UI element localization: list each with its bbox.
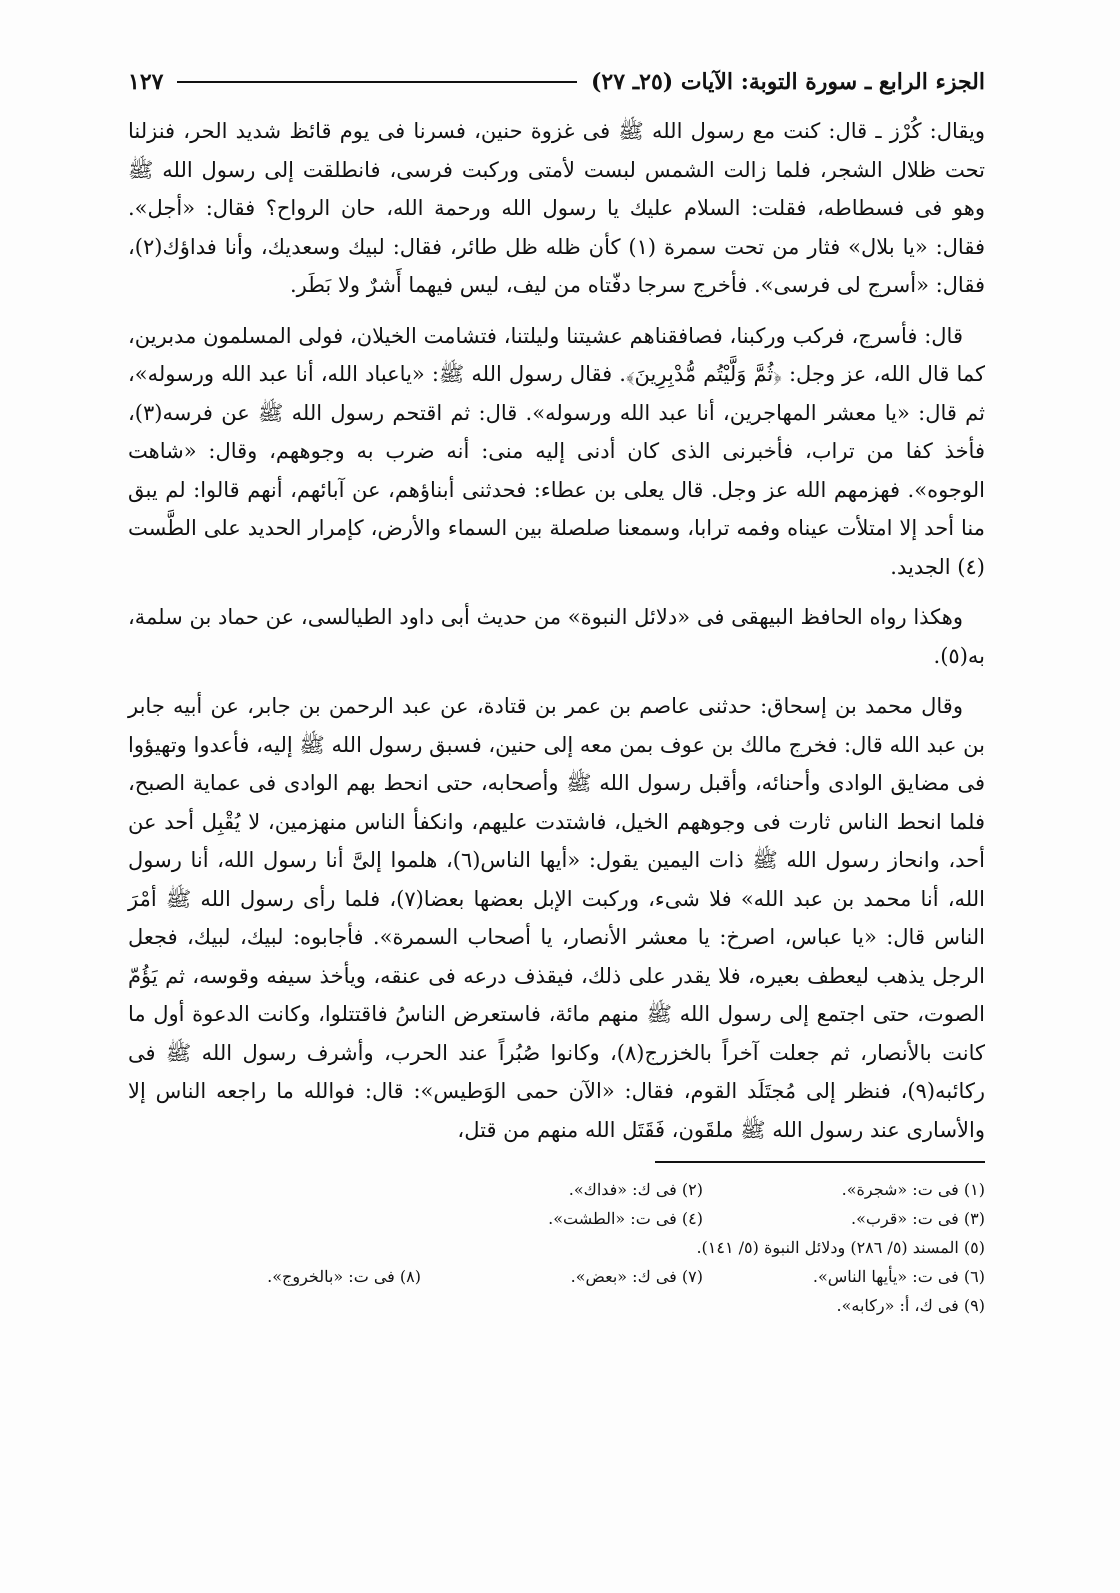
main-text — [128, 112, 985, 1149]
footnote-7: (٧) فى ك: «بعض». — [570, 1267, 703, 1286]
paragraph-4: وقال محمد بن إسحاق: حدثنى عاصم بن عمر بن قتادة، عن عبد الرحمن بن جابر، عن أبيه جابر بن عبد الله قال: فخرج مالك بن عوف بمن معه إلى حنين، فسبق رسول الله ﷺ إليه، فأعدوا وتهيؤوا فى مضايق الوادى وأحنائه، وأقبل رسول الله ﷺ وأصحابه، حتى انحط بهم الوادى فى عماية الصبح، فلما انحط الناس ثارت فى وجوههم الخيل، فاشتدت عليهم، وانكفأ الناس منهزمين، لا يُقْبِل أحد عن أحد، وانحاز رسول الله ﷺ ذات اليمين يقول: «أيها الناس(٦)، هلموا إلىَّ أنا رسول الله، أنا رسول الله، أنا محمد بن عبد الله» فلا شىء، وركبت الإبل بعضها بعضا(٧)، فلما رأى رسول الله ﷺ أمْرَ الناس قال: «يا عباس، اصرخ: يا معشر الأنصار، يا أصحاب السمرة». فأجابوه: لبيك، لبيك، فجعل الرجل يذهب ليعطف بعيره، فلا يقدر على ذلك، فيقذف درعه فى عنقه، ويأخذ سيفه وقوسه، ثم يَؤُمّ الصوت، حتى اجتمع إلى رسول الله ﷺ منهم مائة، فاستعرض الناسُ فاقتتلوا، وكانت الدعوة أول ما كانت بالأنصار، ثم جعلت آخراً بالخزرج(٨)، وكانوا صُبُراً عند الحرب، وأشرف رسول الله ﷺ فى ركائبه(٩)، فنظر إلى مُجتَلَد القوم، فقال: «الآن حمى الوَطيس»: قال: فوالله ما راجعه الناس إلا والأسارى عند رسول الله ﷺ ملقَون، فَقَتَل الله منهم من قتل، — [128, 694, 986, 1142]
footnotes — [128, 1175, 985, 1320]
paragraph-1: ويقال: كُرْز ـ قال: كنت مع رسول الله ﷺ فى غزوة حنين، فسرنا فى يوم قائظ شديد الحر، فنزلنا تحت ظلال الشجر، فلما زالت الشمس لبست لأمتى وركبت فرسى، فانطلقت إلى رسول الله ﷺ وهو فى فسطاطه، فقلت: السلام عليك يا رسول الله ورحمة الله، حان الرواح؟ فقال: «أجل». فقال: «يا بلال» فثار من تحت سمرة (١) كأن ظله ظل طائر، فقال: لبيك وسعديك، وأنا فداؤك(٢)، فقال: «أسرج لى فرسى». فأخرج سرجا دفّتاه من ليف، ليس فيهما أَشرٌ ولا بَطَر. — [128, 119, 985, 297]
footnote-row — [128, 1204, 985, 1233]
footnote-rule — [655, 1161, 985, 1163]
footnote-row — [128, 1291, 985, 1320]
footnote-2: (٢) فى ك: «فداك». — [568, 1180, 703, 1199]
header-rule — [177, 81, 577, 83]
footnote-4: (٤) فى ت: «الطشت». — [548, 1209, 703, 1228]
paragraph-3: وهكذا رواه الحافظ البيهقى فى «دلائل النبوة» من حديث أبى داود الطيالسى، عن حماد بن سلمة، به(٥). — [128, 605, 985, 668]
footnote-6: (٦) فى ت: «يأيها الناس». — [812, 1267, 985, 1286]
footnote-8: (٨) فى ت: «بالخروج». — [267, 1267, 421, 1286]
running-header — [128, 62, 985, 102]
page-number: ١٢٧ — [128, 69, 164, 95]
header-title: الجزء الرابع ـ سورة التوبة: الآيات (٢٥ـ ٢٧) — [590, 69, 985, 95]
footnote-row — [128, 1233, 985, 1262]
footnote-3: (٣) فى ت: «قرب». — [851, 1209, 985, 1228]
paragraph-2: قال: فأسرج، فركب وركبنا، فصافقناهم عشيتنا وليلتنا، فتشامت الخيلان، فولى المسلمون مدبرين، كما قال الله، عز وجل: ﴿ثُمَّ وَلَّيْتُم مُّدْبِرِينَ﴾. فقال رسول الله ﷺ: «ياعباد الله، أنا عبد الله ورسوله»، ثم قال: «يا معشر المهاجرين، أنا عبد الله ورسوله». قال: ثم اقتحم رسول الله ﷺ عن فرسه(٣)، فأخذ كفا من تراب، فأخبرنى الذى كان أدنى إليه منى: أنه ضرب به وجوههم، وقال: «شاهت الوجوه». فهزمهم الله عز وجل. قال يعلى بن عطاء: فحدثنى أبناؤهم، عن آبائهم، أنهم قالوا: لم يبق منا أحد إلا امتلأت عيناه وفمه ترابا، وسمعنا صلصلة بين السماء والأرض، كإمرار الحديد على الطَّست (٤) الجديد. — [128, 323, 985, 579]
footnote-row — [128, 1262, 985, 1291]
footnote-9: (٩) فى ك، أ: «ركابه». — [836, 1296, 985, 1315]
footnote-1: (١) فى ت: «شجرة». — [841, 1180, 985, 1199]
footnote-row — [128, 1175, 985, 1204]
footnote-5: (٥) المسند (٥/ ٢٨٦) ودلائل النبوة (٥/ ١٤١). — [696, 1238, 985, 1257]
